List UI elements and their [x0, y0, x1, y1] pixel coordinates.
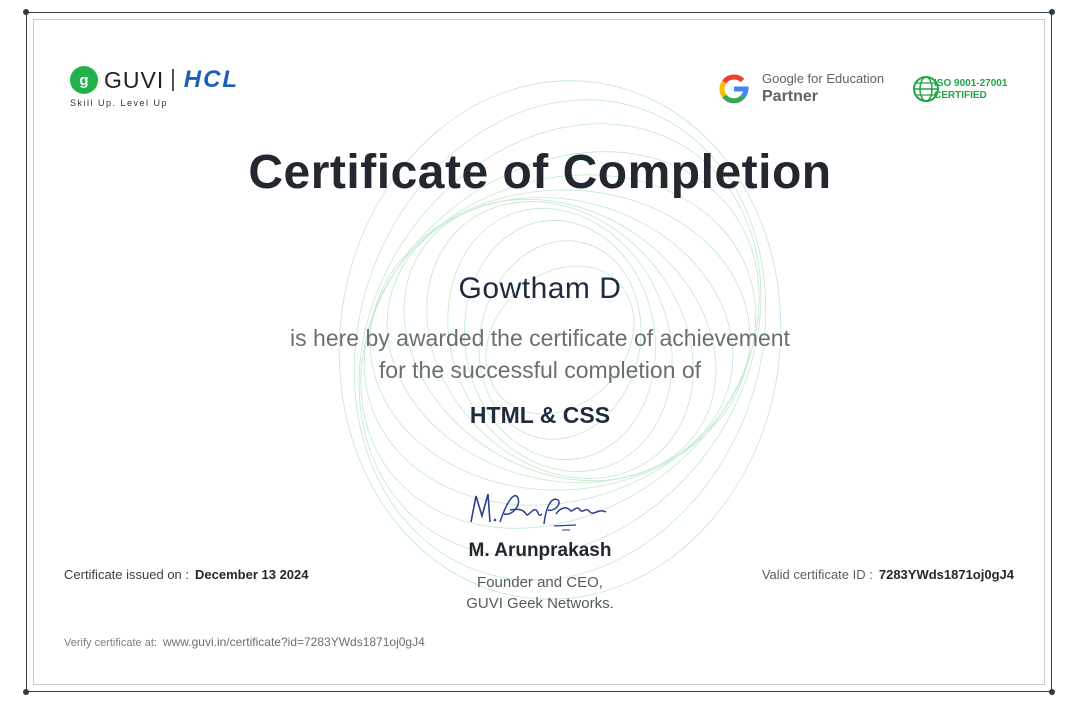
signature-icon — [466, 484, 616, 536]
issued-date: December 13 2024 — [195, 567, 309, 582]
verify-block — [64, 635, 425, 649]
guvi-tagline: Skill Up. Level Up — [70, 98, 169, 108]
signatory-role-line-1: Founder and CEO, — [477, 574, 603, 591]
iso-standard-text: ISO 9001-27001 — [934, 78, 1008, 89]
award-statement-line-2: for the successful completion of — [378, 357, 702, 383]
signatory-role-line-2: GUVI Geek Networks. — [466, 595, 614, 612]
guvi-hcl-logo — [70, 65, 239, 95]
issue-date-block — [64, 567, 309, 582]
corner-dot-bottom-left — [23, 689, 29, 695]
iso-certified-text: CERTIFIED — [934, 90, 987, 101]
valid-id-label: Valid certificate ID : — [761, 567, 873, 582]
award-statement-line-1: is here by awarded the certificate of achievement — [290, 325, 790, 351]
certificate-title: Certificate of Completion — [248, 146, 832, 199]
recipient-name: Gowtham D — [458, 272, 622, 305]
certificate-id-block — [762, 567, 1014, 582]
certificate-id: 7283YWds1871oj0gJ4 — [878, 567, 1014, 582]
issued-label: Certificate issued on : — [64, 567, 190, 582]
verify-url[interactable]: www.guvi.in/certificate?id=7283YWds1871oj0gJ4 — [162, 635, 425, 649]
corner-dot-top-right — [1049, 9, 1055, 15]
google-g-icon — [718, 73, 750, 105]
verify-label: Verify certificate at: — [64, 637, 157, 649]
guvi-logo-icon: g — [70, 66, 98, 94]
hcl-wordmark: HCL — [183, 66, 240, 93]
course-name: HTML & CSS — [469, 402, 611, 428]
google-education-text: Google for Education — [762, 71, 885, 86]
logo-separator — [172, 69, 174, 91]
guvi-wordmark: GUVI — [104, 66, 165, 93]
corner-dot-top-left — [23, 9, 29, 15]
google-partner-text: Partner — [762, 88, 819, 105]
signatory-name: M. Arunprakash — [468, 540, 612, 561]
corner-dot-bottom-right — [1049, 689, 1055, 695]
